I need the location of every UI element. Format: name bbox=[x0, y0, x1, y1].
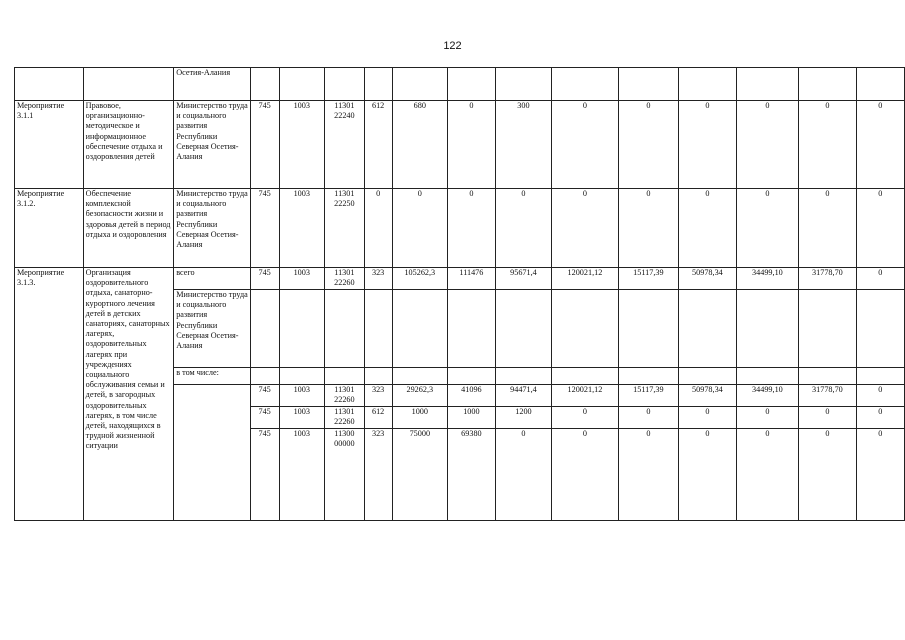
cell bbox=[679, 368, 737, 385]
cell bbox=[799, 68, 857, 101]
cell bbox=[279, 368, 325, 385]
value-cell: 745 bbox=[250, 385, 279, 407]
executor-cell: в том числе: bbox=[174, 368, 251, 385]
cell bbox=[495, 68, 551, 101]
cell bbox=[279, 290, 325, 368]
value-cell: 15117,39 bbox=[618, 385, 678, 407]
value-cell: 0 bbox=[448, 189, 496, 268]
cell bbox=[15, 68, 84, 101]
value-cell: 0 bbox=[736, 189, 798, 268]
value-cell: 1003 bbox=[279, 268, 325, 290]
cell bbox=[799, 290, 857, 368]
table-row bbox=[15, 189, 905, 268]
event-name: Обеспечение комплексной безопасности жизни и здоровья детей в период отдыха и оздоровления bbox=[83, 189, 174, 268]
cell bbox=[448, 290, 496, 368]
event-title: Мероприятие 3.1.2. bbox=[15, 189, 84, 268]
value-cell: 11301 22240 bbox=[325, 101, 365, 189]
value-cell: 0 bbox=[799, 101, 857, 189]
cell bbox=[552, 290, 618, 368]
value-cell: 0 bbox=[448, 101, 496, 189]
value-cell: 0 bbox=[552, 189, 618, 268]
value-cell: 745 bbox=[250, 429, 279, 521]
value-cell: 0 bbox=[799, 189, 857, 268]
value-cell: 1003 bbox=[279, 385, 325, 407]
executor-cell: Осетия-Алания bbox=[174, 68, 251, 101]
executor-cell: Министерство труда и социального развития Республики Северная Осетия-Алания bbox=[174, 290, 251, 368]
value-cell: 745 bbox=[250, 268, 279, 290]
executor-cell: Министерство труда и социального развития Республики Северная Осетия-Алания bbox=[174, 101, 251, 189]
cell bbox=[679, 290, 737, 368]
value-cell: 745 bbox=[250, 189, 279, 268]
value-cell: 323 bbox=[364, 268, 392, 290]
value-cell: 0 bbox=[679, 429, 737, 521]
value-cell: 0 bbox=[618, 407, 678, 429]
value-cell: 34499,10 bbox=[736, 385, 798, 407]
cell bbox=[552, 368, 618, 385]
cell bbox=[736, 368, 798, 385]
value-cell: 612 bbox=[364, 407, 392, 429]
cell bbox=[325, 290, 365, 368]
executor-cell: Министерство труда и социального развития Республики Северная Осетия-Алания bbox=[174, 189, 251, 268]
value-cell: 1003 bbox=[279, 429, 325, 521]
cell bbox=[83, 68, 174, 101]
value-cell: 1200 bbox=[495, 407, 551, 429]
value-cell: 11300 00000 bbox=[325, 429, 365, 521]
value-cell: 0 bbox=[679, 189, 737, 268]
value-cell: 0 bbox=[856, 101, 904, 189]
value-cell: 69380 bbox=[448, 429, 496, 521]
value-cell: 0 bbox=[856, 407, 904, 429]
value-cell: 50978,34 bbox=[679, 268, 737, 290]
value-cell: 300 bbox=[495, 101, 551, 189]
cell bbox=[552, 68, 618, 101]
value-cell: 120021,12 bbox=[552, 268, 618, 290]
cell bbox=[495, 290, 551, 368]
value-cell: 0 bbox=[679, 101, 737, 189]
cell bbox=[392, 68, 448, 101]
cell bbox=[392, 290, 448, 368]
value-cell: 0 bbox=[736, 429, 798, 521]
table-row bbox=[15, 101, 905, 189]
table-row bbox=[15, 68, 905, 101]
value-cell: 0 bbox=[679, 407, 737, 429]
value-cell: 0 bbox=[856, 268, 904, 290]
cell bbox=[618, 290, 678, 368]
cell bbox=[448, 68, 496, 101]
table-row bbox=[15, 268, 905, 290]
cell bbox=[736, 290, 798, 368]
cell bbox=[856, 68, 904, 101]
value-cell: 0 bbox=[364, 189, 392, 268]
budget-table bbox=[14, 67, 905, 521]
value-cell: 745 bbox=[250, 407, 279, 429]
cell bbox=[679, 68, 737, 101]
cell bbox=[495, 368, 551, 385]
value-cell: 612 bbox=[364, 101, 392, 189]
value-cell: 11301 22260 bbox=[325, 407, 365, 429]
value-cell: 29262,3 bbox=[392, 385, 448, 407]
value-cell: 0 bbox=[856, 429, 904, 521]
value-cell: 1003 bbox=[279, 189, 325, 268]
cell bbox=[364, 68, 392, 101]
cell bbox=[174, 385, 251, 521]
value-cell: 0 bbox=[618, 101, 678, 189]
value-cell: 31778,70 bbox=[799, 268, 857, 290]
value-cell: 0 bbox=[552, 101, 618, 189]
cell bbox=[448, 368, 496, 385]
value-cell: 0 bbox=[618, 189, 678, 268]
value-cell: 50978,34 bbox=[679, 385, 737, 407]
value-cell: 0 bbox=[618, 429, 678, 521]
event-name: Правовое, организационно-методическое и информационное обеспечение отдыха и оздоровления детей bbox=[83, 101, 174, 189]
value-cell: 0 bbox=[736, 407, 798, 429]
cell bbox=[364, 290, 392, 368]
executor-cell: всего bbox=[174, 268, 251, 290]
cell bbox=[325, 68, 365, 101]
value-cell: 0 bbox=[495, 189, 551, 268]
value-cell: 11301 22260 bbox=[325, 385, 365, 407]
value-cell: 0 bbox=[552, 407, 618, 429]
value-cell: 0 bbox=[736, 101, 798, 189]
value-cell: 105262,3 bbox=[392, 268, 448, 290]
cell bbox=[325, 368, 365, 385]
cell bbox=[364, 368, 392, 385]
value-cell: 0 bbox=[552, 429, 618, 521]
cell bbox=[250, 68, 279, 101]
cell bbox=[250, 290, 279, 368]
value-cell: 94471,4 bbox=[495, 385, 551, 407]
value-cell: 323 bbox=[364, 429, 392, 521]
cell bbox=[618, 68, 678, 101]
value-cell: 41096 bbox=[448, 385, 496, 407]
value-cell: 0 bbox=[799, 407, 857, 429]
cell bbox=[250, 368, 279, 385]
value-cell: 0 bbox=[495, 429, 551, 521]
value-cell: 75000 bbox=[392, 429, 448, 521]
value-cell: 111476 bbox=[448, 268, 496, 290]
value-cell: 120021,12 bbox=[552, 385, 618, 407]
value-cell: 0 bbox=[856, 385, 904, 407]
event-title: Мероприятие 3.1.1 bbox=[15, 101, 84, 189]
value-cell: 95671,4 bbox=[495, 268, 551, 290]
value-cell: 0 bbox=[856, 189, 904, 268]
value-cell: 31778,70 bbox=[799, 385, 857, 407]
cell bbox=[279, 68, 325, 101]
page-number: 122 bbox=[443, 40, 462, 52]
value-cell: 1003 bbox=[279, 101, 325, 189]
value-cell: 11301 22250 bbox=[325, 189, 365, 268]
value-cell: 745 bbox=[250, 101, 279, 189]
value-cell: 680 bbox=[392, 101, 448, 189]
cell bbox=[856, 368, 904, 385]
event-name: Организация оздоровительного отдыха, санаторно-курортного лечения детей в детских санаториях, санаторных лагерях, оздоровительных лагерях при учреждениях социального обслуживания семьи и детей, в загородных оздоровительных лагерях, в том числе детей, находящихся в трудной жизненной ситуации bbox=[83, 268, 174, 521]
value-cell: 1000 bbox=[448, 407, 496, 429]
value-cell: 34499,10 bbox=[736, 268, 798, 290]
value-cell: 1003 bbox=[279, 407, 325, 429]
value-cell: 323 bbox=[364, 385, 392, 407]
value-cell: 1000 bbox=[392, 407, 448, 429]
value-cell: 11301 22260 bbox=[325, 268, 365, 290]
cell bbox=[799, 368, 857, 385]
value-cell: 15117,39 bbox=[618, 268, 678, 290]
event-title: Мероприятие 3.1.3. bbox=[15, 268, 84, 521]
value-cell: 0 bbox=[799, 429, 857, 521]
cell bbox=[736, 68, 798, 101]
cell bbox=[618, 368, 678, 385]
cell bbox=[856, 290, 904, 368]
cell bbox=[392, 368, 448, 385]
value-cell: 0 bbox=[392, 189, 448, 268]
